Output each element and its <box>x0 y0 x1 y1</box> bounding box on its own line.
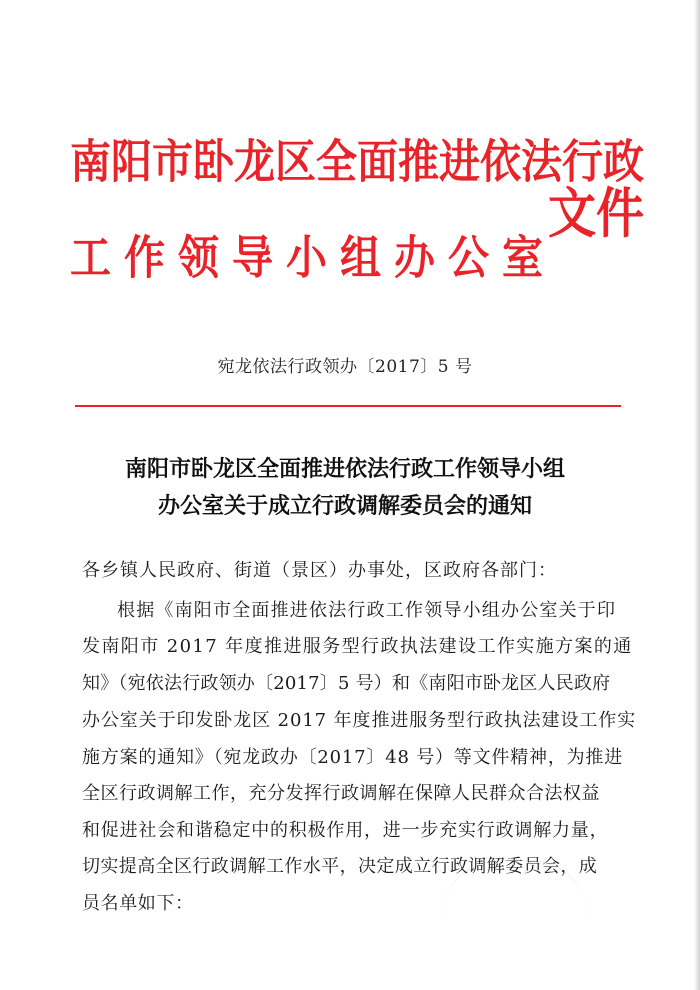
body-line: 施方案的通知》（宛龙政办〔2017〕48 号）等文件精神，为推进 <box>82 747 624 768</box>
header-doc-word: 文件 <box>548 182 645 246</box>
notice-title-line1: 南阳市卧龙区全面推进依法行政工作领导小组 <box>124 457 565 482</box>
body-line: 员名单如下： <box>82 893 194 914</box>
salutation: 各乡镇人民政府、街道（景区）办事处，区政府各部门： <box>82 560 557 581</box>
document-header <box>70 128 645 298</box>
body-line: 和促进社会和谐稳定中的积极作用，进一步充实行政调解力量， <box>82 820 609 841</box>
body-line: 发南阳市 2017 年度推进服务型行政执法建设工作实施方案的通 <box>82 636 633 657</box>
body-line: 知》（宛依法行政领办〔2017〕5 号）和《南阳市卧龙区人民政府 <box>82 673 611 694</box>
body-line: 根据《南阳市全面推进依法行政工作领导小组办公室关于印 <box>117 600 617 621</box>
body-line: 切实提高全区行政调解工作水平，决定成立行政调解委员会，成 <box>82 856 598 877</box>
header-org-line1: 南阳市卧龙区全面推进依法行政 <box>70 134 644 189</box>
body-line: 全区行政调解工作，充分发挥行政调解在保障人民群众合法权益 <box>82 783 600 804</box>
page-edge <box>694 0 700 990</box>
red-divider-line <box>75 405 621 407</box>
body-line: 办公室关于印发卧龙区 2017 年度推进服务型行政执法建设工作实 <box>82 710 637 731</box>
notice-title-line2: 办公室关于成立行政调解委员会的通知 <box>157 494 532 519</box>
header-org-line2: 工作领导小组办公室 <box>70 230 556 285</box>
document-number: 宛龙依法行政领办〔2017〕5 号 <box>217 357 473 377</box>
